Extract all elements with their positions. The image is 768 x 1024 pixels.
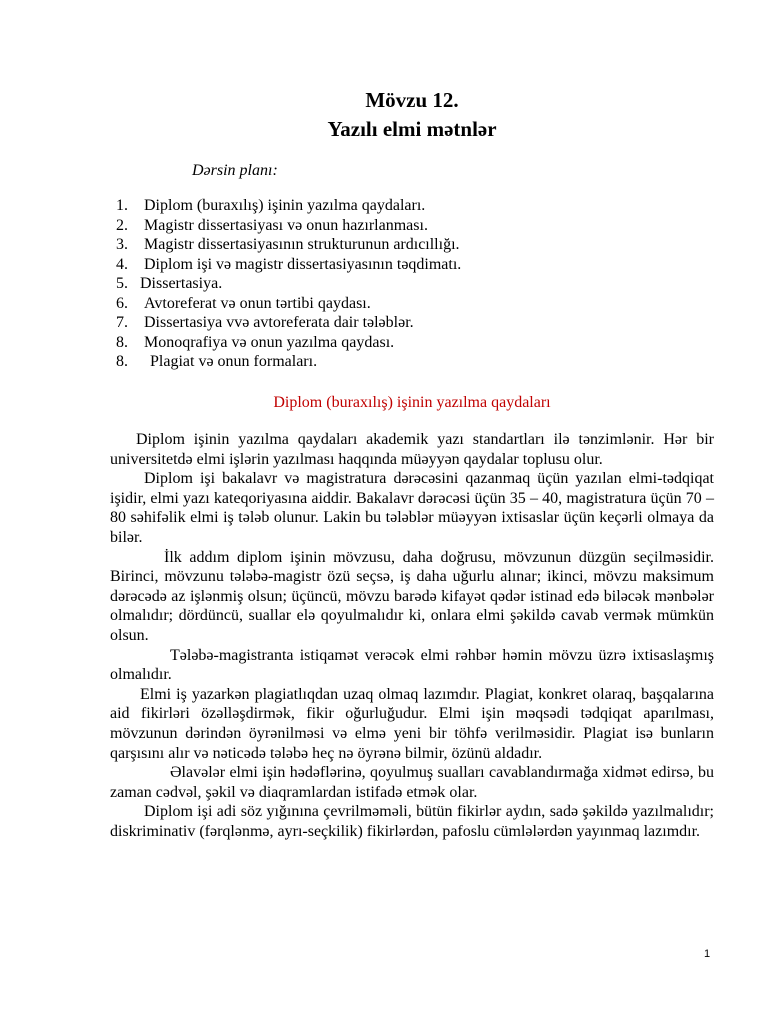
title-block: [0, 86, 768, 144]
paragraph: Diplom işi adi söz yığınına çevrilməməli, bütün fikirlər aydın, sadə şəkildə yazılmalıdır; diskriminativ (fərqlənmə, ayrı-seçkilik) fikirlərdən, pafoslu cümlələrdən yayınmaq lazımdır.: [110, 803, 714, 840]
body-text: [110, 430, 714, 841]
paragraph: İlk addım diplom işinin mövzusu, daha doğrusu, mövzunun düzgün seçilməsidir. Birinci, mövzunu tələbə-magistr özü seçsə, iş daha uğurlu alınar; ikinci, mövzu maksimum dərəcədə az işlənmiş olsun; üçüncü, mövzu barədə kifayət qədər istinad edə biləcək mənbələr olmalıdır; dördüncü, suallar elə qoyulmalıdır ki, onlara elmi şəkildə cavab vermək mümkün olsun.: [110, 548, 714, 644]
list-item-text: Dissertasiya vvə avtoreferata dair tələblər.: [144, 314, 414, 331]
paragraph: Tələbə-magistranta istiqamət verəcək elmi rəhbər həmin mövzu üzrə ixtisaslaşmış olmalıdır.: [110, 646, 714, 684]
topic-number-heading: Mövzu 12.: [365, 88, 459, 112]
list-item: [116, 333, 461, 353]
lesson-plan-label: Dərsin planı:: [192, 162, 278, 179]
list-item-number: 8.: [116, 353, 128, 370]
page-title: Yazılı elmi mətnlər: [327, 117, 497, 141]
list-item: [116, 352, 461, 372]
list-item-number: 8.: [116, 333, 128, 351]
list-item-text: Monoqrafiya və onun yazılma qaydası.: [144, 333, 395, 351]
page-number: 1: [704, 948, 711, 960]
list-item-number: 7.: [116, 314, 128, 331]
list-item-text: Avtoreferat və onun tərtibi qaydası.: [144, 294, 371, 312]
list-item-number: 6.: [116, 294, 128, 312]
list-item-number: 3.: [116, 236, 128, 253]
list-item-text: Diplom (buraxılış) işinin yazılma qaydaları.: [144, 197, 426, 214]
list-item: [116, 196, 461, 216]
list-item-number: 2.: [116, 216, 128, 234]
list-item: [116, 216, 461, 236]
list-item: [116, 274, 461, 294]
list-item-text: Magistr dissertasiyası və onun hazırlanması.: [144, 216, 428, 234]
paragraph: Diplom işinin yazılma qaydaları akademik yazı standartları ilə tənzimlənir. Hər bir universitetdə elmi işlərin yazılması haqqında müəyyən qaydalar toplusu olur.: [110, 431, 714, 468]
paragraph: Elmi iş yazarkən plagiatlıqdan uzaq olmaq lazımdır. Plagiat, konkret olaraq, başqalarına aid fikirləri özəlləşdirmək, fikir oğurluğudur. Elmi işin məqsədi tədqiqat aparılması, mövzunun dərindən öyrənilməsi və elmə yeni bir töhfə verilməsidir. Plagiat isə bunların qarşısını alır və nəticədə tələbə heç nə öyrənə bilmir, özünü aldadır.: [110, 685, 714, 762]
list-item: [116, 294, 461, 314]
list-item-number: 1.: [116, 197, 128, 214]
list-item: [116, 235, 461, 255]
list-item-text: Dissertasiya.: [140, 275, 223, 292]
list-item-number: 4.: [116, 255, 128, 273]
paragraph: Diplom işi bakalavr və magistratura dərəcəsini qazanmaq üçün yazılan elmi-tədqiqat işidir, elmi yazı kateqoriyasına aiddir. Bakalavr dərəcəsi üçün 35 – 40, magistratura üçün 70 – 80 səhifəlik elmi iş tələb olunur. Lakin bu tələblər müəyyən ixtisaslar üçün keçərli olmaya da bilər.: [110, 470, 714, 546]
list-item-number: 5.: [116, 275, 128, 292]
paragraph: Əlavələr elmi işin hədəflərinə, qoyulmuş sualları cavablandırmağa xidmət edirsə, bu zaman cədvəl, şəkil və diaqramlardan istifadə etmək olar.: [110, 764, 714, 801]
list-item: [116, 255, 461, 275]
list-item-text: Magistr dissertasiyasının strukturunun ardıcıllığı.: [144, 236, 460, 253]
list-item: [116, 313, 461, 333]
list-item-text: Diplom işi və magistr dissertasiyasının təqdimatı.: [144, 255, 462, 273]
lesson-plan-list: [116, 196, 461, 372]
list-item-text: Plagiat və onun formaları.: [150, 353, 318, 370]
section-heading: Diplom (buraxılış) işinin yazılma qaydaları: [273, 394, 551, 411]
